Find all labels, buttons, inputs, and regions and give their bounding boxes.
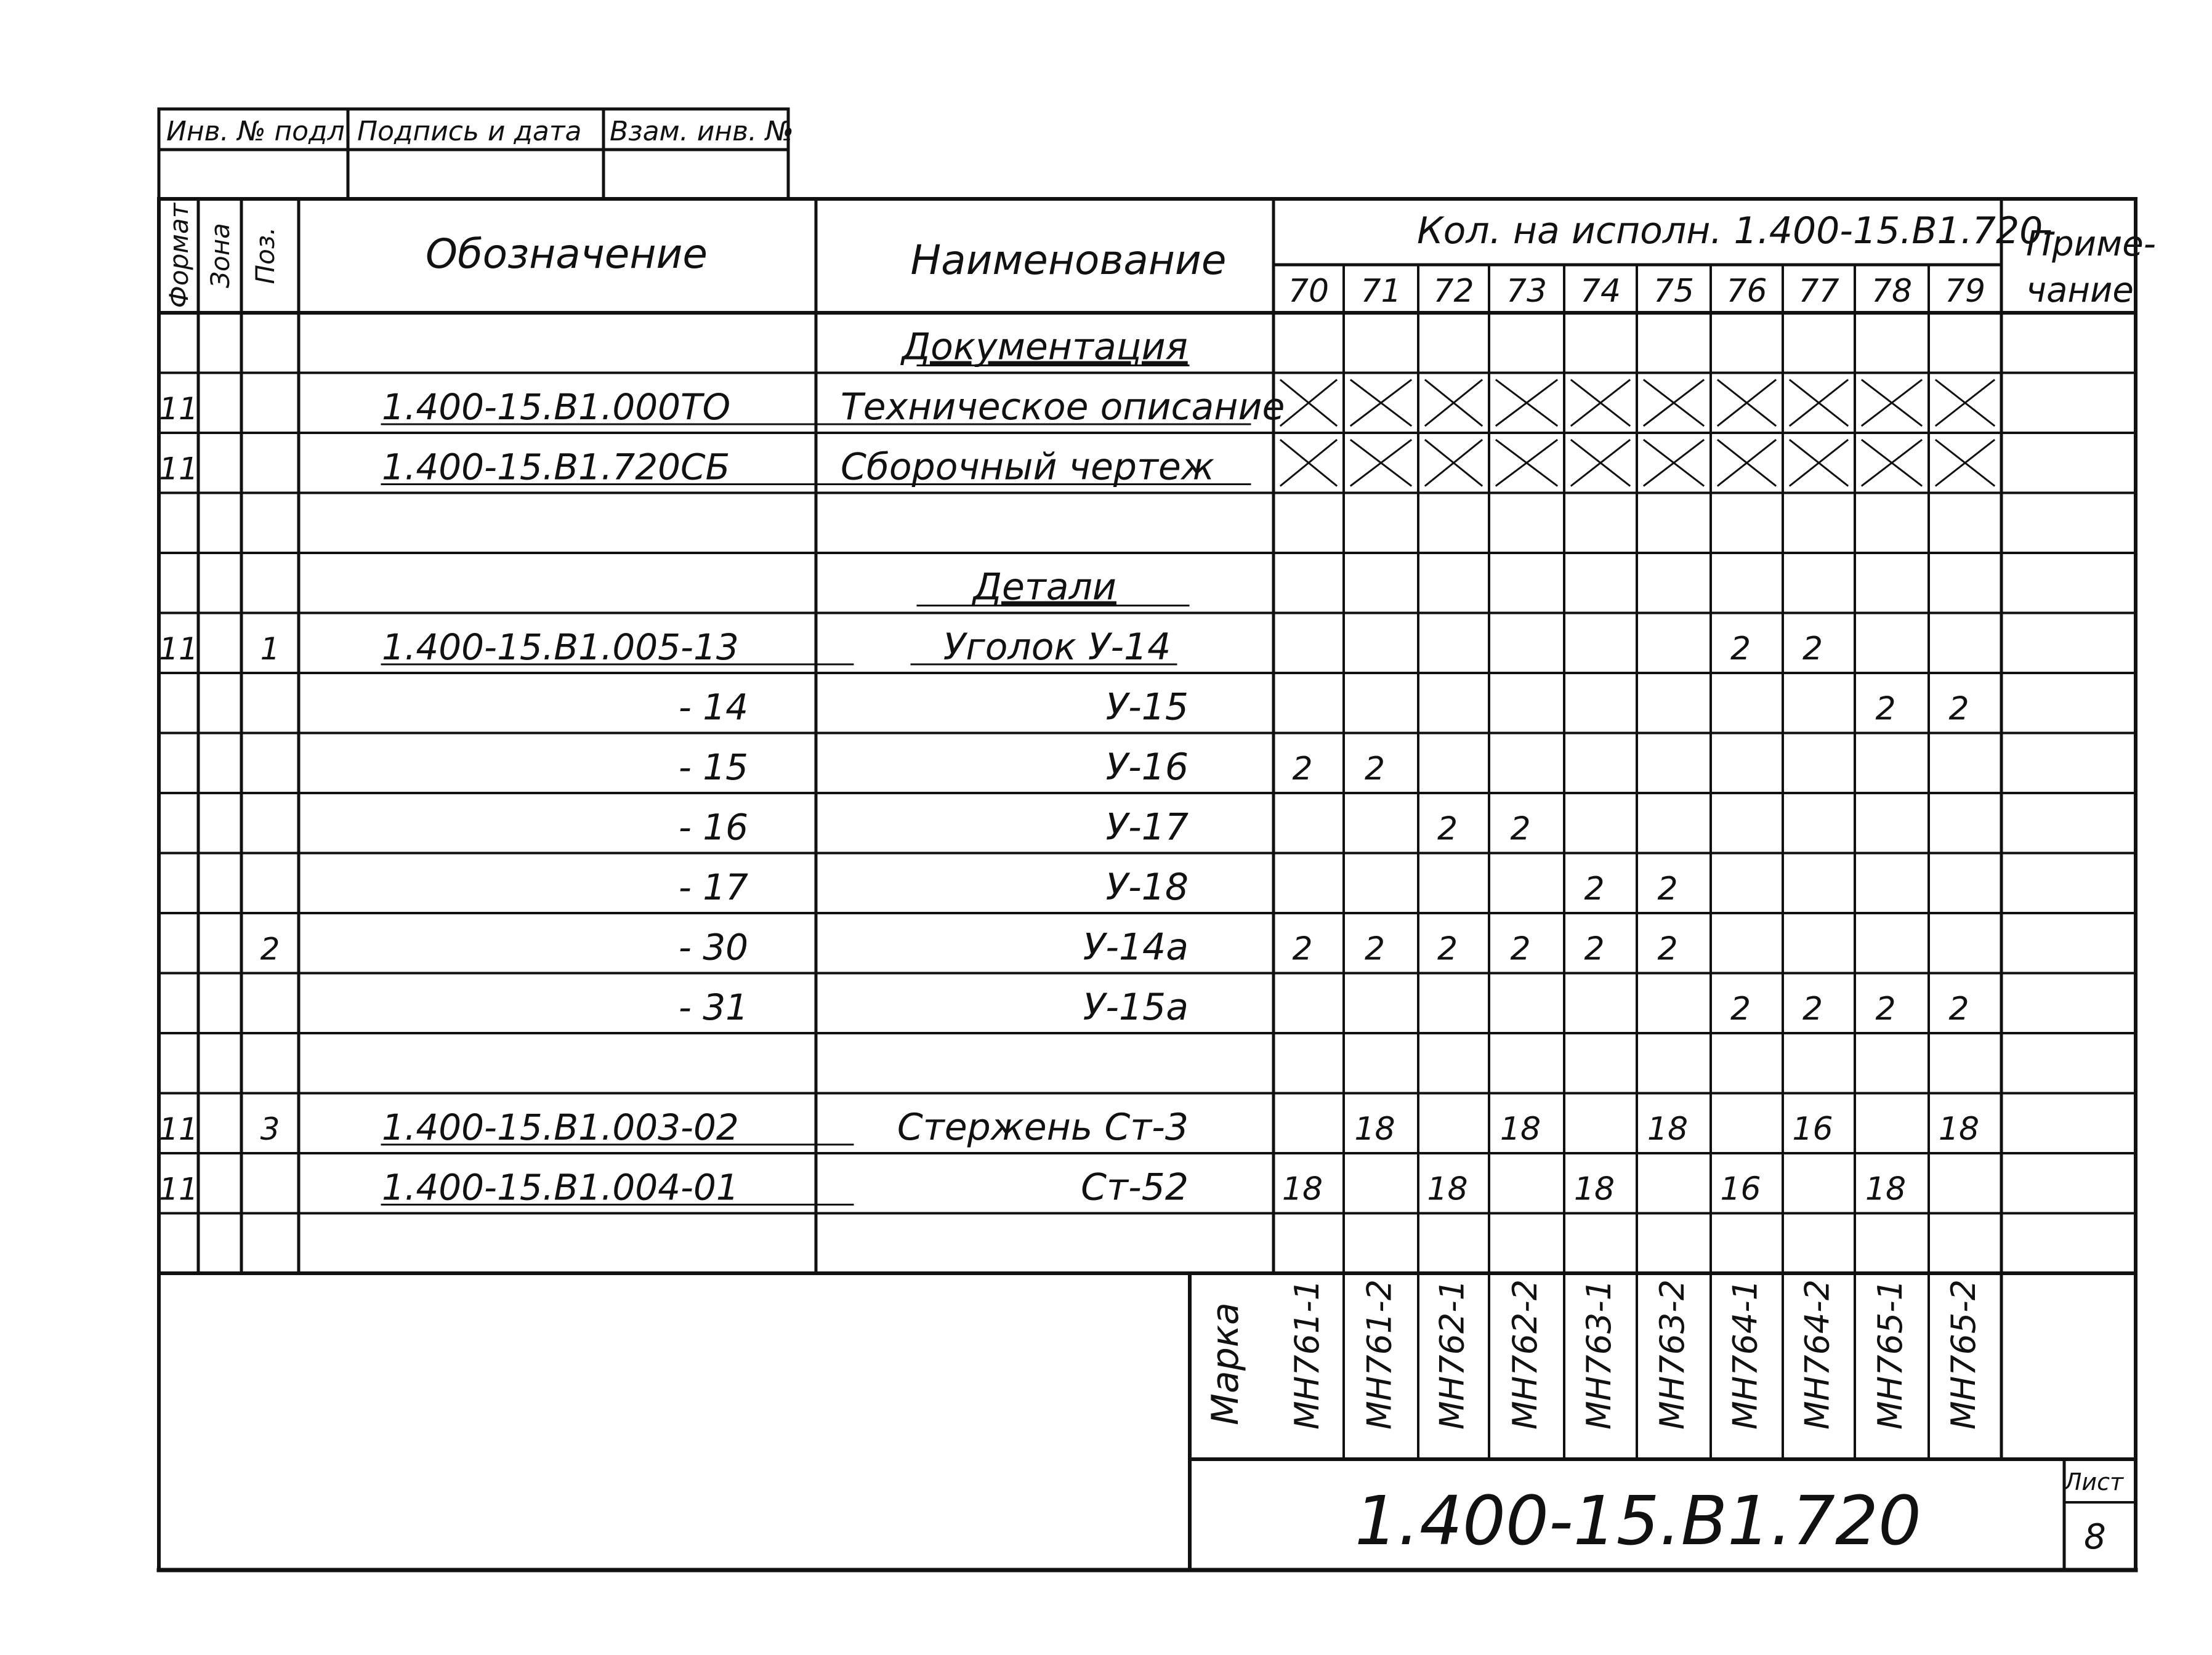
variant-label-79: 79 (1944, 273, 1986, 310)
qty-value: 16 (1792, 1111, 1833, 1148)
qty-value: 2 (1364, 751, 1386, 787)
row-oboznachenie: - 17 (678, 866, 748, 908)
variant-label-73: 73 (1506, 273, 1548, 310)
row-format: 11 (159, 1111, 198, 1147)
row-naimenovanie: Уголок У-14 (943, 626, 1171, 669)
row-oboznachenie: - 31 (678, 986, 748, 1028)
row-poz: 2 (260, 931, 280, 967)
row-oboznachenie: - 14 (678, 686, 748, 728)
row-naimenovanie: Сборочный чертеж (841, 445, 1214, 489)
marka-item: МН765-2 (1944, 1279, 1983, 1430)
qty-value: 2 (1657, 930, 1678, 968)
qty-value: 2 (1948, 991, 1969, 1028)
qty-value: 2 (1292, 751, 1313, 787)
qty-value: 18 (1865, 1170, 1907, 1208)
variant-label-76: 76 (1726, 273, 1767, 310)
qty-value: 18 (1500, 1111, 1541, 1148)
sheet-number: 8 (2084, 1517, 2106, 1557)
row-format: 11 (159, 391, 198, 427)
qty-value: 18 (1938, 1111, 1980, 1148)
variant-label-78: 78 (1871, 273, 1913, 310)
qty-value: 2 (1437, 810, 1458, 848)
marka-item: МН761-2 (1360, 1279, 1399, 1430)
qty-value: 2 (1730, 630, 1751, 667)
marka-item: МН761-1 (1288, 1279, 1326, 1430)
variant-label-72: 72 (1433, 273, 1474, 310)
row-oboznachenie: 1.400-15.В1.000ТО (382, 386, 731, 428)
row-naimenovanie: У-16 (1105, 746, 1189, 789)
row-format: 11 (159, 631, 198, 667)
row-naimenovanie: У-15а (1083, 986, 1189, 1029)
row-naimenovanie: У-18 (1105, 866, 1189, 909)
table-row (900, 326, 1189, 369)
qty-value: 2 (1364, 930, 1386, 968)
qty-value: 2 (1802, 630, 1823, 667)
row-oboznachenie: 1.400-15.В1.005-13 (382, 626, 739, 668)
qty-value: 2 (1292, 930, 1313, 968)
row-naimenovanie: Техническое описание (841, 385, 1285, 429)
variant-label-77: 77 (1798, 273, 1839, 310)
qty-value: 18 (1647, 1111, 1689, 1148)
header-zona: Зона (205, 223, 235, 288)
row-poz: 1 (260, 631, 280, 667)
row-oboznachenie: - 30 (678, 926, 748, 968)
marka-item: МН765-1 (1871, 1279, 1910, 1430)
row-oboznachenie: - 15 (678, 746, 748, 788)
qty-value: 18 (1354, 1111, 1395, 1148)
row-format: 11 (159, 451, 198, 487)
row-naimenovanie: Стержень Ст-3 (897, 1106, 1189, 1149)
qty-value: 18 (1573, 1170, 1615, 1208)
qty-value: 18 (1282, 1170, 1323, 1208)
marka-item: МН764-2 (1798, 1279, 1837, 1430)
header-poz: Поз. (250, 227, 280, 284)
stamp-inv-podl-label: Инв. № подл. (166, 116, 353, 147)
marka-item: МН764-1 (1726, 1279, 1765, 1430)
qty-value: 2 (1802, 991, 1823, 1028)
stamp-podpis-data-label: Подпись и дата (357, 116, 582, 147)
marka-item: МН763-1 (1580, 1279, 1618, 1430)
row-poz: 3 (260, 1111, 280, 1147)
qty-value: 2 (1875, 690, 1896, 728)
header-primechanie-2: чание (2026, 270, 2134, 310)
section-heading: Детали (973, 565, 1116, 609)
qty-value: 2 (1875, 991, 1896, 1028)
qty-value: 2 (1584, 871, 1605, 908)
row-naimenovanie: У-14а (1083, 925, 1189, 969)
row-naimenovanie: У-17 (1105, 805, 1189, 849)
stamp-vzam-inv-label: Взам. инв. № (610, 116, 794, 147)
qty-value: 18 (1427, 1170, 1468, 1208)
qty-value: 2 (1657, 871, 1678, 908)
qty-value: 2 (1730, 991, 1751, 1028)
variant-label-70: 70 (1288, 273, 1330, 310)
qty-value: 2 (1948, 690, 1969, 728)
row-oboznachenie: - 16 (678, 806, 748, 848)
header-naimenovanie: Наименование (910, 236, 1227, 284)
row-oboznachenie: 1.400-15.В1.004-01 (382, 1166, 739, 1209)
qty-value: 2 (1510, 810, 1531, 848)
variant-label-75: 75 (1653, 273, 1695, 310)
variant-label-74: 74 (1580, 273, 1621, 310)
qty-value: 2 (1510, 930, 1531, 968)
header-oboznachenie: Обозначение (426, 230, 708, 278)
row-oboznachenie: 1.400-15.В1.720СБ (382, 446, 730, 488)
marka-item: МН762-2 (1506, 1279, 1544, 1430)
marka-label: Марка (1204, 1302, 1247, 1425)
marka-item: МН762-1 (1432, 1279, 1472, 1430)
row-oboznachenie: 1.400-15.В1.003-02 (382, 1106, 739, 1148)
qty-value: 2 (1437, 930, 1458, 968)
sheet-label: Лист (2064, 1468, 2124, 1496)
qty-value: 2 (1584, 930, 1605, 968)
qty-value: 16 (1720, 1170, 1761, 1208)
row-naimenovanie: У-15 (1105, 685, 1189, 729)
variant-label-71: 71 (1360, 273, 1402, 310)
row-format: 11 (159, 1171, 198, 1207)
row-naimenovanie: Ст-52 (1081, 1166, 1189, 1209)
header-kol-title: Кол. на исполн. 1.400-15.В1.720- (1417, 209, 2056, 252)
section-heading: Документация (902, 325, 1188, 369)
marka-item: МН763-2 (1653, 1279, 1692, 1430)
header-primechanie-1: Приме- (2026, 224, 2156, 264)
header-format: Формат (164, 203, 194, 308)
document-designation: 1.400-15.В1.720 (1355, 1481, 1921, 1560)
